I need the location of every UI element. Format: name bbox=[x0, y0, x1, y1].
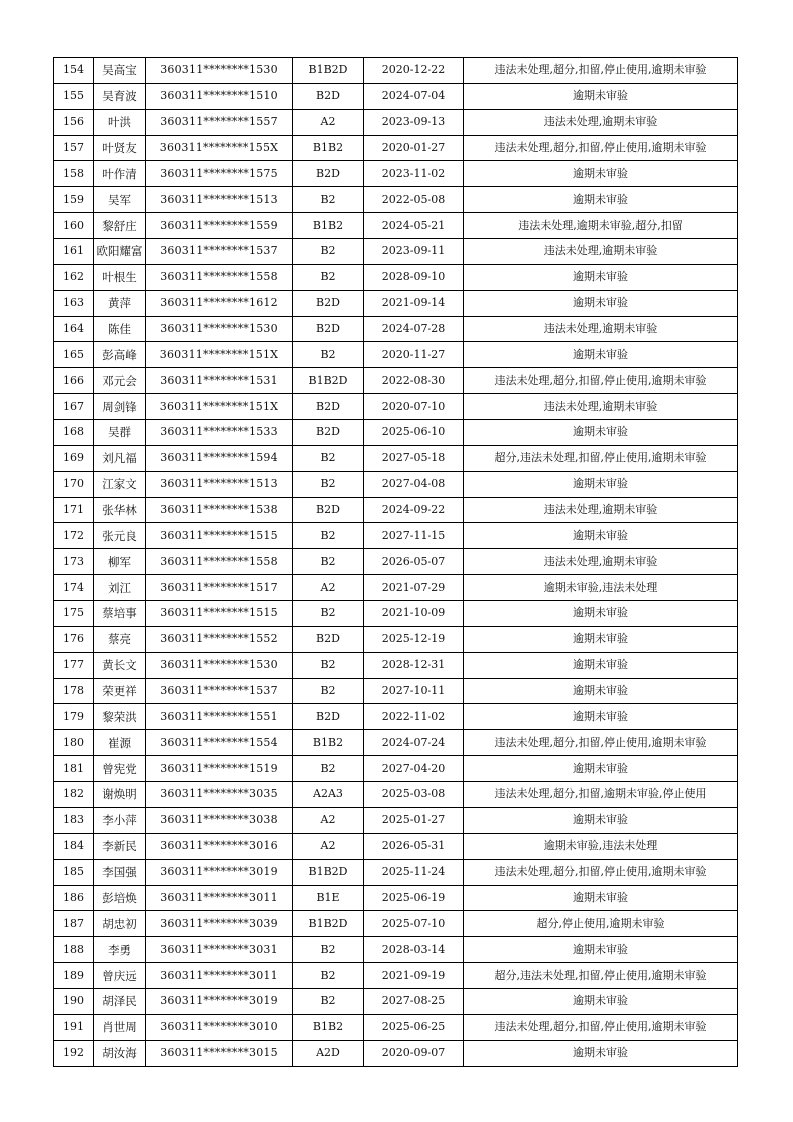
table-row bbox=[54, 445, 738, 471]
driver-name: 邓元会 bbox=[94, 368, 146, 394]
id-number: 360311********1515 bbox=[146, 523, 293, 549]
table-row bbox=[54, 963, 738, 989]
row-number: 178 bbox=[54, 678, 94, 704]
id-number: 360311********3010 bbox=[146, 1014, 293, 1040]
row-number: 187 bbox=[54, 911, 94, 937]
license-status: 逾期未审验 bbox=[464, 601, 738, 627]
row-number: 154 bbox=[54, 58, 94, 84]
row-number: 156 bbox=[54, 109, 94, 135]
license-status: 逾期未审验 bbox=[464, 678, 738, 704]
license-class: B1B2D bbox=[293, 859, 364, 885]
license-status: 违法未处理,逾期未审验 bbox=[464, 549, 738, 575]
row-number: 175 bbox=[54, 601, 94, 627]
license-status: 逾期未审验 bbox=[464, 420, 738, 446]
valid-date: 2020-11-27 bbox=[364, 342, 464, 368]
license-class: B1B2D bbox=[293, 58, 364, 84]
driver-name: 谢焕明 bbox=[94, 782, 146, 808]
valid-date: 2020-12-22 bbox=[364, 58, 464, 84]
row-number: 191 bbox=[54, 1014, 94, 1040]
valid-date: 2021-09-19 bbox=[364, 963, 464, 989]
driver-name: 吴高宝 bbox=[94, 58, 146, 84]
valid-date: 2028-09-10 bbox=[364, 264, 464, 290]
valid-date: 2020-07-10 bbox=[364, 394, 464, 420]
valid-date: 2027-08-25 bbox=[364, 988, 464, 1014]
valid-date: 2024-07-24 bbox=[364, 730, 464, 756]
row-number: 166 bbox=[54, 368, 94, 394]
row-number: 162 bbox=[54, 264, 94, 290]
table-row bbox=[54, 213, 738, 239]
valid-date: 2023-09-11 bbox=[364, 239, 464, 265]
id-number: 360311********1554 bbox=[146, 730, 293, 756]
license-class: B2 bbox=[293, 937, 364, 963]
driver-name: 蔡培事 bbox=[94, 601, 146, 627]
table-row bbox=[54, 420, 738, 446]
license-status: 逾期未审验,违法未处理 bbox=[464, 575, 738, 601]
driver-name: 李勇 bbox=[94, 937, 146, 963]
table-row bbox=[54, 988, 738, 1014]
table-row bbox=[54, 652, 738, 678]
driver-name: 曾庆远 bbox=[94, 963, 146, 989]
license-class: B1B2D bbox=[293, 368, 364, 394]
table-row bbox=[54, 316, 738, 342]
id-number: 360311********1537 bbox=[146, 678, 293, 704]
driver-name: 吴群 bbox=[94, 420, 146, 446]
valid-date: 2025-06-10 bbox=[364, 420, 464, 446]
id-number: 360311********1519 bbox=[146, 756, 293, 782]
id-number: 360311********3038 bbox=[146, 807, 293, 833]
id-number: 360311********3019 bbox=[146, 859, 293, 885]
id-number: 360311********1559 bbox=[146, 213, 293, 239]
driver-name: 彭高峰 bbox=[94, 342, 146, 368]
valid-date: 2027-04-08 bbox=[364, 471, 464, 497]
license-class: A2 bbox=[293, 807, 364, 833]
license-class: B2 bbox=[293, 239, 364, 265]
license-class: A2 bbox=[293, 575, 364, 601]
license-class: B2D bbox=[293, 420, 364, 446]
license-class: B1B2 bbox=[293, 730, 364, 756]
row-number: 159 bbox=[54, 187, 94, 213]
license-status: 逾期未审验,违法未处理 bbox=[464, 833, 738, 859]
driver-name: 张华林 bbox=[94, 497, 146, 523]
table-row bbox=[54, 601, 738, 627]
id-number: 360311********151X bbox=[146, 342, 293, 368]
table-row bbox=[54, 342, 738, 368]
license-class: B2 bbox=[293, 342, 364, 368]
driver-name: 胡汝海 bbox=[94, 1040, 146, 1066]
id-number: 360311********3016 bbox=[146, 833, 293, 859]
driver-name: 黎舒庄 bbox=[94, 213, 146, 239]
license-status: 违法未处理,逾期未审验 bbox=[464, 394, 738, 420]
license-class: B2 bbox=[293, 264, 364, 290]
table-row bbox=[54, 497, 738, 523]
id-number: 360311********1552 bbox=[146, 626, 293, 652]
id-number: 360311********1551 bbox=[146, 704, 293, 730]
records-table bbox=[53, 57, 738, 1067]
valid-date: 2028-12-31 bbox=[364, 652, 464, 678]
valid-date: 2022-08-30 bbox=[364, 368, 464, 394]
id-number: 360311********1612 bbox=[146, 290, 293, 316]
license-status: 违法未处理,超分,扣留,停止使用,逾期未审验 bbox=[464, 135, 738, 161]
valid-date: 2027-11-15 bbox=[364, 523, 464, 549]
id-number: 360311********3011 bbox=[146, 963, 293, 989]
id-number: 360311********1530 bbox=[146, 652, 293, 678]
driver-name: 李新民 bbox=[94, 833, 146, 859]
license-class: B2 bbox=[293, 756, 364, 782]
row-number: 174 bbox=[54, 575, 94, 601]
license-status: 逾期未审验 bbox=[464, 937, 738, 963]
license-status: 违法未处理,超分,扣留,逾期未审验,停止使用 bbox=[464, 782, 738, 808]
license-class: B2 bbox=[293, 523, 364, 549]
license-status: 超分,停止使用,逾期未审验 bbox=[464, 911, 738, 937]
valid-date: 2028-03-14 bbox=[364, 937, 464, 963]
license-status: 逾期未审验 bbox=[464, 523, 738, 549]
driver-name: 叶贤友 bbox=[94, 135, 146, 161]
license-class: A2 bbox=[293, 109, 364, 135]
license-class: B2 bbox=[293, 678, 364, 704]
row-number: 160 bbox=[54, 213, 94, 239]
valid-date: 2027-05-18 bbox=[364, 445, 464, 471]
license-status: 逾期未审验 bbox=[464, 885, 738, 911]
license-class: B2 bbox=[293, 445, 364, 471]
valid-date: 2025-07-10 bbox=[364, 911, 464, 937]
id-number: 360311********3035 bbox=[146, 782, 293, 808]
license-status: 违法未处理,逾期未审验 bbox=[464, 316, 738, 342]
table-row bbox=[54, 135, 738, 161]
id-number: 360311********3015 bbox=[146, 1040, 293, 1066]
valid-date: 2027-10-11 bbox=[364, 678, 464, 704]
valid-date: 2023-09-13 bbox=[364, 109, 464, 135]
license-class: B2 bbox=[293, 601, 364, 627]
row-number: 188 bbox=[54, 937, 94, 963]
table-row bbox=[54, 109, 738, 135]
table-row bbox=[54, 58, 738, 84]
id-number: 360311********1558 bbox=[146, 549, 293, 575]
license-status: 违法未处理,逾期未审验 bbox=[464, 109, 738, 135]
id-number: 360311********1530 bbox=[146, 58, 293, 84]
valid-date: 2024-07-28 bbox=[364, 316, 464, 342]
license-status: 逾期未审验 bbox=[464, 342, 738, 368]
license-class: B2 bbox=[293, 988, 364, 1014]
license-status: 违法未处理,超分,扣留,停止使用,逾期未审验 bbox=[464, 730, 738, 756]
license-class: B2D bbox=[293, 704, 364, 730]
table-row bbox=[54, 161, 738, 187]
table-row bbox=[54, 833, 738, 859]
driver-name: 叶根生 bbox=[94, 264, 146, 290]
id-number: 360311********3011 bbox=[146, 885, 293, 911]
table-row bbox=[54, 471, 738, 497]
row-number: 172 bbox=[54, 523, 94, 549]
row-number: 163 bbox=[54, 290, 94, 316]
license-status: 违法未处理,逾期未审验,超分,扣留 bbox=[464, 213, 738, 239]
license-class: A2D bbox=[293, 1040, 364, 1066]
id-number: 360311********155X bbox=[146, 135, 293, 161]
driver-name: 李小萍 bbox=[94, 807, 146, 833]
table-row bbox=[54, 264, 738, 290]
row-number: 169 bbox=[54, 445, 94, 471]
table-row bbox=[54, 1014, 738, 1040]
driver-name: 黎荣洪 bbox=[94, 704, 146, 730]
driver-name: 黄萍 bbox=[94, 290, 146, 316]
license-status: 逾期未审验 bbox=[464, 652, 738, 678]
driver-name: 崔源 bbox=[94, 730, 146, 756]
row-number: 155 bbox=[54, 83, 94, 109]
id-number: 360311********1538 bbox=[146, 497, 293, 523]
valid-date: 2025-06-25 bbox=[364, 1014, 464, 1040]
license-status: 违法未处理,超分,扣留,停止使用,逾期未审验 bbox=[464, 1014, 738, 1040]
license-class: B2 bbox=[293, 471, 364, 497]
valid-date: 2023-11-02 bbox=[364, 161, 464, 187]
driver-name: 张元良 bbox=[94, 523, 146, 549]
license-status: 逾期未审验 bbox=[464, 290, 738, 316]
valid-date: 2027-04-20 bbox=[364, 756, 464, 782]
driver-name: 陈佳 bbox=[94, 316, 146, 342]
license-status: 违法未处理,逾期未审验 bbox=[464, 239, 738, 265]
license-status: 违法未处理,逾期未审验 bbox=[464, 497, 738, 523]
table-row bbox=[54, 911, 738, 937]
license-class: B2D bbox=[293, 497, 364, 523]
table-row bbox=[54, 807, 738, 833]
license-class: B2D bbox=[293, 626, 364, 652]
id-number: 360311********1510 bbox=[146, 83, 293, 109]
driver-name: 彭培焕 bbox=[94, 885, 146, 911]
table-row bbox=[54, 704, 738, 730]
driver-name: 曾宪党 bbox=[94, 756, 146, 782]
table-row bbox=[54, 730, 738, 756]
id-number: 360311********1533 bbox=[146, 420, 293, 446]
license-class: B2 bbox=[293, 187, 364, 213]
table-row bbox=[54, 290, 738, 316]
driver-name: 吴育波 bbox=[94, 83, 146, 109]
license-status: 逾期未审验 bbox=[464, 264, 738, 290]
license-status: 逾期未审验 bbox=[464, 187, 738, 213]
driver-name: 欧阳耀富 bbox=[94, 239, 146, 265]
valid-date: 2020-01-27 bbox=[364, 135, 464, 161]
license-status: 违法未处理,超分,扣留,停止使用,逾期未审验 bbox=[464, 58, 738, 84]
row-number: 158 bbox=[54, 161, 94, 187]
license-class: B1B2 bbox=[293, 1014, 364, 1040]
id-number: 360311********3019 bbox=[146, 988, 293, 1014]
row-number: 170 bbox=[54, 471, 94, 497]
id-number: 360311********151X bbox=[146, 394, 293, 420]
license-class: B1B2D bbox=[293, 911, 364, 937]
license-status: 逾期未审验 bbox=[464, 807, 738, 833]
license-status: 逾期未审验 bbox=[464, 161, 738, 187]
license-status: 超分,违法未处理,扣留,停止使用,逾期未审验 bbox=[464, 963, 738, 989]
driver-name: 荣更祥 bbox=[94, 678, 146, 704]
row-number: 173 bbox=[54, 549, 94, 575]
table-row bbox=[54, 1040, 738, 1066]
valid-date: 2026-05-07 bbox=[364, 549, 464, 575]
table-row bbox=[54, 626, 738, 652]
license-class: B2 bbox=[293, 652, 364, 678]
license-status: 逾期未审验 bbox=[464, 471, 738, 497]
row-number: 192 bbox=[54, 1040, 94, 1066]
table-row bbox=[54, 937, 738, 963]
row-number: 157 bbox=[54, 135, 94, 161]
license-status: 违法未处理,超分,扣留,停止使用,逾期未审验 bbox=[464, 368, 738, 394]
valid-date: 2022-11-02 bbox=[364, 704, 464, 730]
valid-date: 2025-01-27 bbox=[364, 807, 464, 833]
id-number: 360311********1513 bbox=[146, 187, 293, 213]
valid-date: 2020-09-07 bbox=[364, 1040, 464, 1066]
driver-name: 江家文 bbox=[94, 471, 146, 497]
license-status: 逾期未审验 bbox=[464, 83, 738, 109]
table-row bbox=[54, 187, 738, 213]
row-number: 167 bbox=[54, 394, 94, 420]
driver-name: 胡忠初 bbox=[94, 911, 146, 937]
table-row bbox=[54, 368, 738, 394]
id-number: 360311********1530 bbox=[146, 316, 293, 342]
valid-date: 2025-06-19 bbox=[364, 885, 464, 911]
id-number: 360311********1515 bbox=[146, 601, 293, 627]
driver-name: 刘凡福 bbox=[94, 445, 146, 471]
license-status: 超分,违法未处理,扣留,停止使用,逾期未审验 bbox=[464, 445, 738, 471]
license-class: B2D bbox=[293, 161, 364, 187]
valid-date: 2024-05-21 bbox=[364, 213, 464, 239]
row-number: 190 bbox=[54, 988, 94, 1014]
row-number: 176 bbox=[54, 626, 94, 652]
row-number: 165 bbox=[54, 342, 94, 368]
table-row bbox=[54, 394, 738, 420]
license-class: B1B2 bbox=[293, 213, 364, 239]
table-row bbox=[54, 885, 738, 911]
row-number: 179 bbox=[54, 704, 94, 730]
table-row bbox=[54, 239, 738, 265]
valid-date: 2026-05-31 bbox=[364, 833, 464, 859]
row-number: 161 bbox=[54, 239, 94, 265]
id-number: 360311********3039 bbox=[146, 911, 293, 937]
row-number: 180 bbox=[54, 730, 94, 756]
id-number: 360311********3031 bbox=[146, 937, 293, 963]
row-number: 182 bbox=[54, 782, 94, 808]
driver-name: 蔡亮 bbox=[94, 626, 146, 652]
license-class: A2 bbox=[293, 833, 364, 859]
driver-name: 周剑锋 bbox=[94, 394, 146, 420]
valid-date: 2021-09-14 bbox=[364, 290, 464, 316]
id-number: 360311********1575 bbox=[146, 161, 293, 187]
license-status: 逾期未审验 bbox=[464, 988, 738, 1014]
table-row bbox=[54, 575, 738, 601]
row-number: 171 bbox=[54, 497, 94, 523]
license-class: B2D bbox=[293, 316, 364, 342]
table-row bbox=[54, 523, 738, 549]
license-class: B2D bbox=[293, 394, 364, 420]
row-number: 181 bbox=[54, 756, 94, 782]
row-number: 177 bbox=[54, 652, 94, 678]
table-row bbox=[54, 678, 738, 704]
license-status: 逾期未审验 bbox=[464, 756, 738, 782]
driver-name: 叶作清 bbox=[94, 161, 146, 187]
valid-date: 2024-09-22 bbox=[364, 497, 464, 523]
id-number: 360311********1557 bbox=[146, 109, 293, 135]
valid-date: 2021-10-09 bbox=[364, 601, 464, 627]
license-status: 违法未处理,超分,扣留,停止使用,逾期未审验 bbox=[464, 859, 738, 885]
license-class: B1E bbox=[293, 885, 364, 911]
driver-name: 刘江 bbox=[94, 575, 146, 601]
license-status: 逾期未审验 bbox=[464, 1040, 738, 1066]
table-row bbox=[54, 83, 738, 109]
table-row bbox=[54, 549, 738, 575]
table-row bbox=[54, 756, 738, 782]
license-class: A2A3 bbox=[293, 782, 364, 808]
driver-name: 吴军 bbox=[94, 187, 146, 213]
driver-name: 黄长文 bbox=[94, 652, 146, 678]
id-number: 360311********1594 bbox=[146, 445, 293, 471]
license-status: 逾期未审验 bbox=[464, 626, 738, 652]
id-number: 360311********1558 bbox=[146, 264, 293, 290]
id-number: 360311********1517 bbox=[146, 575, 293, 601]
valid-date: 2024-07-04 bbox=[364, 83, 464, 109]
driver-name: 李国强 bbox=[94, 859, 146, 885]
id-number: 360311********1531 bbox=[146, 368, 293, 394]
valid-date: 2021-07-29 bbox=[364, 575, 464, 601]
table-row bbox=[54, 859, 738, 885]
row-number: 168 bbox=[54, 420, 94, 446]
license-class: B2D bbox=[293, 83, 364, 109]
row-number: 184 bbox=[54, 833, 94, 859]
valid-date: 2025-12-19 bbox=[364, 626, 464, 652]
id-number: 360311********1513 bbox=[146, 471, 293, 497]
records-body bbox=[54, 58, 738, 1067]
driver-name: 叶洪 bbox=[94, 109, 146, 135]
valid-date: 2022-05-08 bbox=[364, 187, 464, 213]
license-class: B1B2 bbox=[293, 135, 364, 161]
row-number: 189 bbox=[54, 963, 94, 989]
valid-date: 2025-11-24 bbox=[364, 859, 464, 885]
table-row bbox=[54, 782, 738, 808]
row-number: 183 bbox=[54, 807, 94, 833]
license-class: B2 bbox=[293, 549, 364, 575]
row-number: 185 bbox=[54, 859, 94, 885]
driver-name: 胡泽民 bbox=[94, 988, 146, 1014]
valid-date: 2025-03-08 bbox=[364, 782, 464, 808]
driver-name: 肖世周 bbox=[94, 1014, 146, 1040]
row-number: 164 bbox=[54, 316, 94, 342]
row-number: 186 bbox=[54, 885, 94, 911]
id-number: 360311********1537 bbox=[146, 239, 293, 265]
license-class: B2 bbox=[293, 963, 364, 989]
license-status: 逾期未审验 bbox=[464, 704, 738, 730]
license-class: B2D bbox=[293, 290, 364, 316]
driver-name: 柳军 bbox=[94, 549, 146, 575]
